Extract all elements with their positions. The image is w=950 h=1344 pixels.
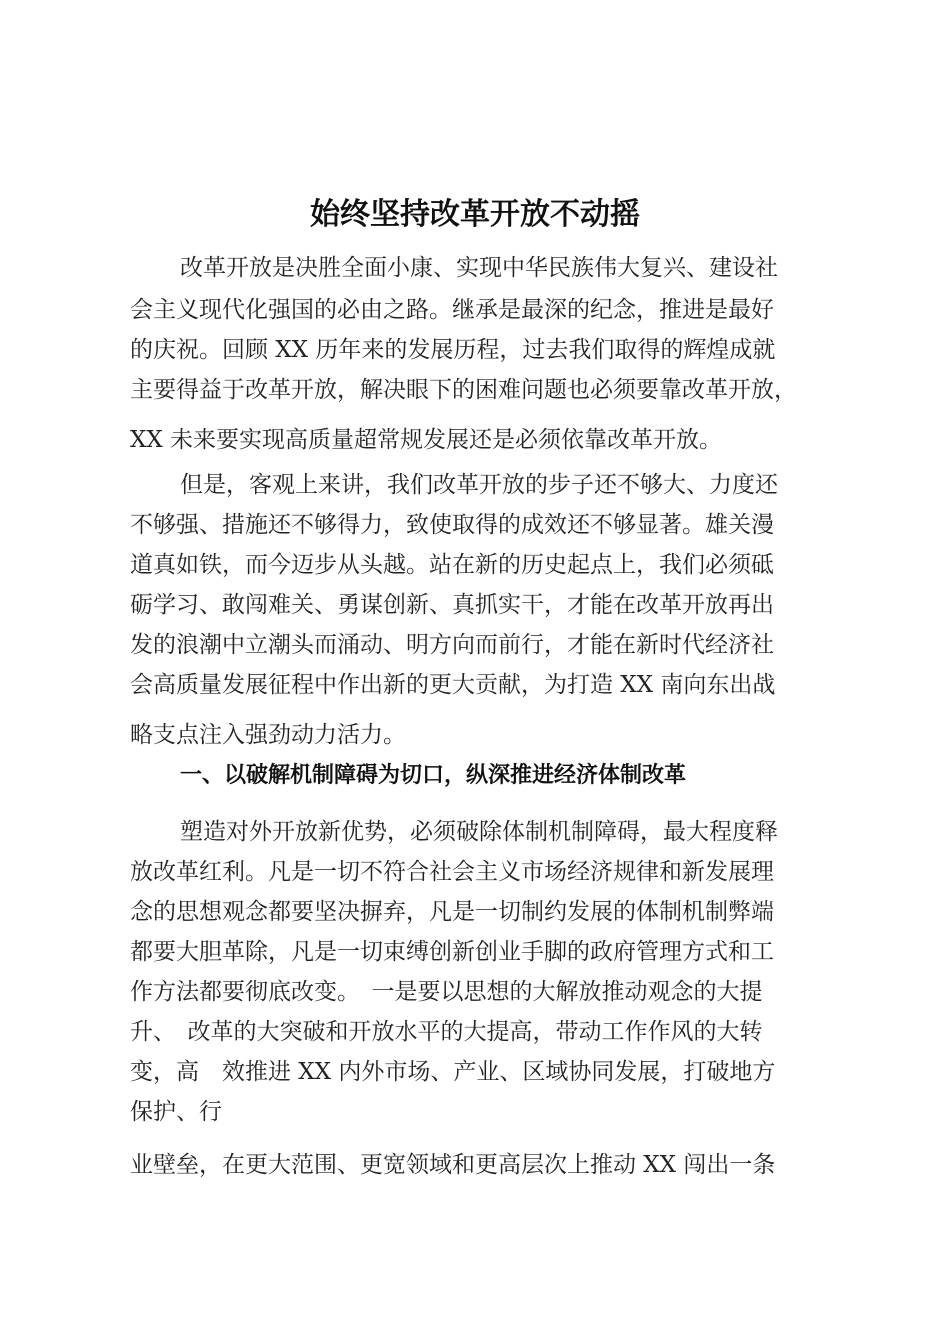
paragraph-2-line: 不够强、措施还不够得力，致使取得的成效还不够显著。雄关漫 [130,512,774,538]
paragraph-2-line: 会高质量发展征程中作出新的更大贡献，为打造 XX 南向东出战 [130,672,776,698]
paragraph-3-line: 都要大胆革除，凡是一切束缚创新创业手脚的政府管理方式和工 [130,939,774,965]
paragraph-2-line: 道真如铁，而今迈步从头越。站在新的历史起点上，我们必须砥 [130,552,774,578]
paragraph-1-line: 主要得益于改革开放，解决眼下的困难问题也必须要靠改革开放， [130,377,797,403]
section-heading: 一、以破解机制障碍为切口，纵深推进经济体制改革 [180,763,687,788]
paragraph-3-line: 变，高 效推进 XX 内外市场、产业、区域协同发展，打破地方 [130,1059,776,1085]
paragraph-1-line: XX 未来要实现高质量超常规发展还是必须依靠改革开放。 [130,427,723,453]
paragraph-3-line: 放改革红利。凡是一切不符合社会主义市场经济规律和新发展理 [130,859,774,885]
paragraph-3-line: 业壁垒，在更大范围、更宽领域和更高层次上推动 XX 闯出一条 [130,1152,776,1178]
paragraph-3-line: 塑造对外开放新优势，必须破除体制机制障碍，最大程度释 [180,819,778,845]
paragraph-3-line: 保护、行 [130,1099,222,1125]
document-title: 始终坚持改革开放不动摇 [310,197,640,232]
paragraph-2-line: 略支点注入强劲动力活力。 [130,722,406,748]
paragraph-1-line: 的庆祝。回顾 XX 历年来的发展历程，过去我们取得的辉煌成就 [130,337,776,363]
paragraph-1-line: 会主义现代化强国的必由之路。继承是最深的纪念，推进是最好 [130,297,774,323]
paragraph-3-line: 念的思想观念都要坚决摒弃，凡是一切制约发展的体制机制弊端 [130,899,774,925]
paragraph-1-line: 改革开放是决胜全面小康、实现中华民族伟大复兴、建设社 [180,255,778,281]
paragraph-2-line: 砺学习、敢闯难关、勇谋创新、真抓实干，才能在改革开放再出 [130,592,774,618]
paragraph-2-line: 发的浪潮中立潮头而涌动、明方向而前行，才能在新时代经济社 [130,632,774,658]
paragraph-3-line: 升、 改革的大突破和开放水平的大提高，带动工作作风的大转 [130,1019,763,1045]
paragraph-2-line: 但是，客观上来讲，我们改革开放的步子还不够大、力度还 [180,472,778,498]
paragraph-3-line: 作方法都要彻底改变。 一是要以思想的大解放推动观念的大提 [130,979,763,1005]
